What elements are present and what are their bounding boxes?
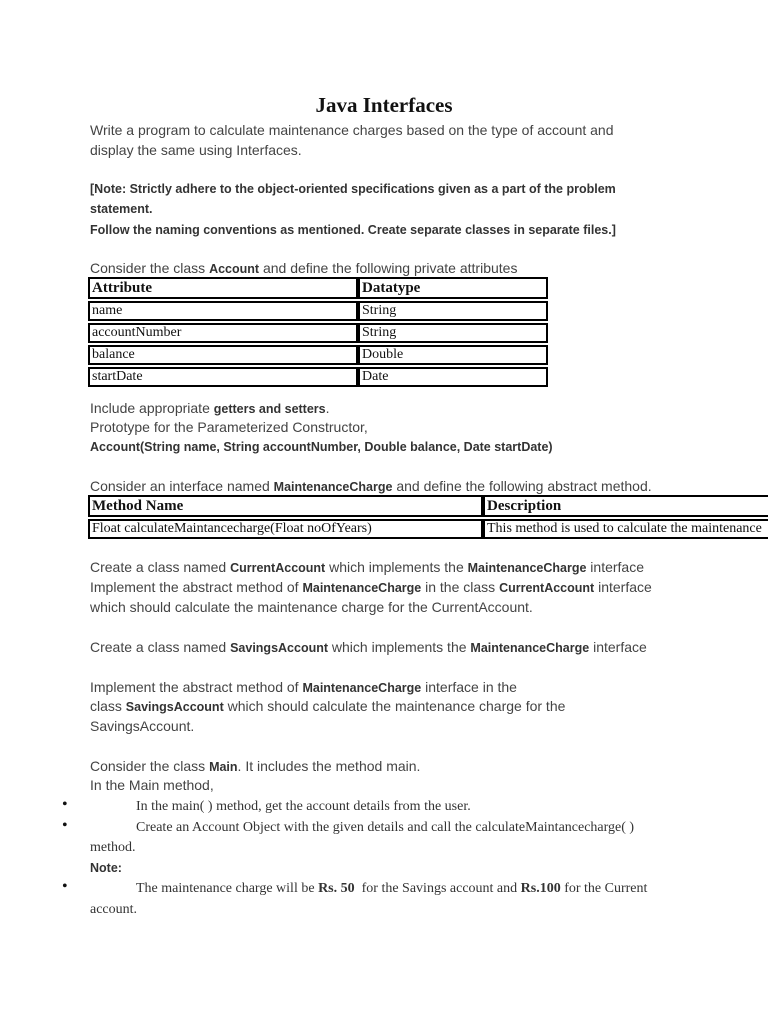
bullet-item-2-continued: method.	[90, 840, 136, 855]
table-header-cell: Method Name	[88, 495, 483, 517]
document-title: Java Interfaces	[315, 93, 453, 117]
getters-setters-bold: getters and setters	[213, 402, 326, 416]
attribute-table	[88, 275, 548, 389]
interface-name: MaintenanceCharge	[470, 641, 590, 655]
bullet-icon: •	[62, 817, 68, 834]
note-label: Note:	[90, 861, 122, 875]
interface-name: MaintenanceCharge	[302, 581, 422, 595]
current-account-line-3: which should calculate the maintenance charge for the CurrentAccount.	[90, 599, 533, 615]
bullet-item-3: The maintenance charge will be Rs. 50 for the Savings account and Rs.100 for the Current	[136, 881, 648, 896]
getters-setters-text: Include appropriate getters and setters.	[90, 400, 330, 416]
bullet-item-1: In the main( ) method, get the account details from the user.	[136, 799, 471, 814]
table-cell: This method is used to calculate the maintenance	[483, 519, 768, 539]
savings-account-line-3: class SavingsAccount which should calculate the maintenance charge for the	[90, 698, 566, 714]
table-cell: startDate	[88, 367, 358, 387]
current-account-name: CurrentAccount	[499, 581, 595, 595]
table-header-cell: Datatype	[358, 277, 548, 299]
bullet-item-3-continued: account.	[90, 902, 138, 917]
table-row	[88, 519, 768, 539]
table-cell: Float calculateMaintancecharge(Float noOfYears)	[88, 519, 483, 539]
savings-account-line-4: SavingsAccount.	[90, 718, 195, 734]
note-line-1: [Note: Strictly adhere to the object-oriented specifications given as a part of the problem	[90, 182, 616, 196]
table-header-cell: Attribute	[88, 277, 358, 299]
intro-line-2: display the same using Interfaces.	[90, 142, 302, 158]
table-cell: name	[88, 301, 358, 321]
current-account-line-2: Implement the abstract method of MaintenanceCharge in the class CurrentAccount interface	[90, 579, 652, 595]
main-class-line-1: Consider the class Main. It includes the method main.	[90, 758, 421, 774]
table-cell: Double	[358, 345, 548, 365]
table-header-cell: Description	[483, 495, 768, 517]
prototype-text: Prototype for the Parameterized Constructor,	[90, 419, 368, 435]
note-line-2: statement.	[90, 202, 153, 216]
current-account-line-1: Create a class named CurrentAccount which implements the MaintenanceCharge interface	[90, 559, 645, 575]
table-cell: Date	[358, 367, 548, 387]
savings-account-name: SavingsAccount	[230, 641, 329, 655]
interface-name: MaintenanceCharge	[302, 681, 422, 695]
consider-account-text: Consider the class Account and define the following private attributes	[90, 260, 518, 276]
table-cell: String	[358, 301, 548, 321]
account-class-name: Account	[209, 262, 260, 276]
table-row	[88, 323, 548, 343]
intro-line-1: Write a program to calculate maintenance charges based on the type of account and	[90, 122, 614, 138]
bullet-item-2: Create an Account Object with the given details and call the calculateMaintancecharge( )	[136, 820, 635, 835]
savings-account-name: SavingsAccount	[125, 700, 224, 714]
table-row	[88, 367, 548, 387]
consider-interface-text: Consider an interface named MaintenanceCharge and define the following abstract method.	[90, 478, 652, 494]
savings-account-line-2: Implement the abstract method of MaintenanceCharge interface in the	[90, 679, 517, 695]
bullet-icon: •	[62, 796, 68, 813]
table-cell: accountNumber	[88, 323, 358, 343]
table-header-row	[88, 495, 768, 517]
table-cell: balance	[88, 345, 358, 365]
note-line-3: Follow the naming conventions as mentioned. Create separate classes in separate files.]	[90, 223, 616, 237]
table-row	[88, 345, 548, 365]
savings-account-line-1: Create a class named SavingsAccount which implements the MaintenanceCharge interface	[90, 639, 647, 655]
interface-name: MaintenanceCharge	[273, 480, 393, 494]
table-cell: String	[358, 323, 548, 343]
interface-name: MaintenanceCharge	[467, 561, 587, 575]
savings-charge: Rs. 50	[318, 881, 355, 896]
table-row	[88, 301, 548, 321]
main-class-line-2: In the Main method,	[90, 777, 214, 793]
table-header-row	[88, 277, 548, 299]
bullet-icon: •	[62, 878, 68, 895]
method-table	[88, 493, 768, 541]
current-charge: Rs.100	[520, 881, 561, 896]
current-account-name: CurrentAccount	[230, 561, 326, 575]
main-class-name: Main	[209, 760, 238, 774]
constructor-signature: Account(String name, String accountNumber, Double balance, Date startDate)	[90, 440, 553, 454]
